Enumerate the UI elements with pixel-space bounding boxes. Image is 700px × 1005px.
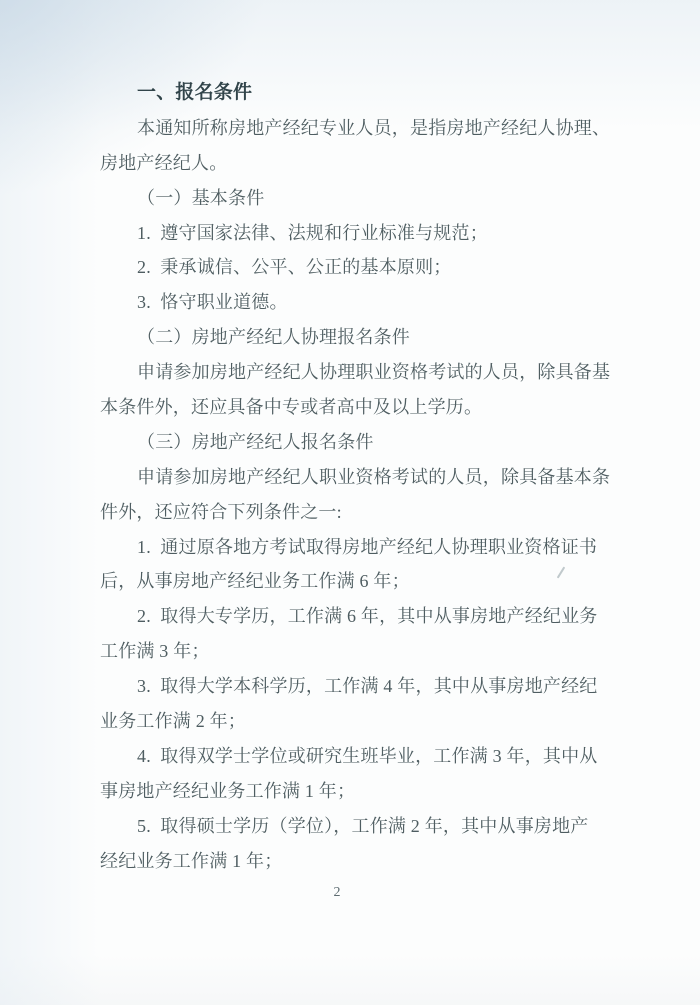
paragraph-line: 房地产经纪人。 — [100, 152, 228, 173]
list-item-continuation: 后，从事房地产经纪业务工作满 6 年； — [100, 571, 410, 592]
list-item-continuation: 业务工作满 2 年； — [100, 711, 246, 732]
paragraph-line: 申请参加房地产经纪人职业资格考试的人员，除具备基本条 — [137, 466, 611, 487]
subsection-heading: （二）房地产经纪人协理报名条件 — [137, 327, 410, 348]
section-heading: 一、报名条件 — [137, 82, 253, 103]
subsection-heading: （三）房地产经纪人报名条件 — [137, 431, 374, 452]
list-item: 2. 取得大专学历，工作满 6 年，其中从事房地产经纪业务 — [137, 606, 598, 627]
document-body — [100, 76, 610, 878]
list-item: 3. 恪守职业道德。 — [137, 292, 288, 313]
list-item: 5. 取得硕士学历（学位），工作满 2 年，其中从事房地产 — [137, 815, 589, 836]
list-item: 4. 取得双学士学位或研究生班毕业，工作满 3 年，其中从 — [137, 745, 598, 766]
list-item-continuation: 经纪业务工作满 1 年； — [100, 850, 283, 871]
list-item: 3. 取得大学本科学历，工作满 4 年，其中从事房地产经纪 — [137, 676, 598, 697]
list-item-continuation: 工作满 3 年； — [100, 641, 210, 662]
page-number: 2 — [333, 885, 341, 900]
paragraph-line: 本通知所称房地产经纪专业人员，是指房地产经纪人协理、 — [137, 117, 611, 138]
list-item-continuation: 事房地产经纪业务工作满 1 年； — [100, 780, 356, 801]
paragraph-line: 申请参加房地产经纪人协理职业资格考试的人员，除具备基 — [137, 362, 611, 383]
list-item: 1. 遵守国家法律、法规和行业标准与规范； — [137, 222, 488, 243]
subsection-heading: （一）基本条件 — [137, 187, 265, 208]
paragraph-line: 本条件外，还应具备中专或者高中及以上学历。 — [100, 397, 483, 418]
paragraph-line: 件外，还应符合下列条件之一: — [100, 501, 342, 522]
list-item: 2. 秉承诚信、公平、公正的基本原则； — [137, 257, 452, 278]
list-item: 1. 通过原各地方考试取得房地产经纪人协理职业资格证书 — [137, 536, 598, 557]
